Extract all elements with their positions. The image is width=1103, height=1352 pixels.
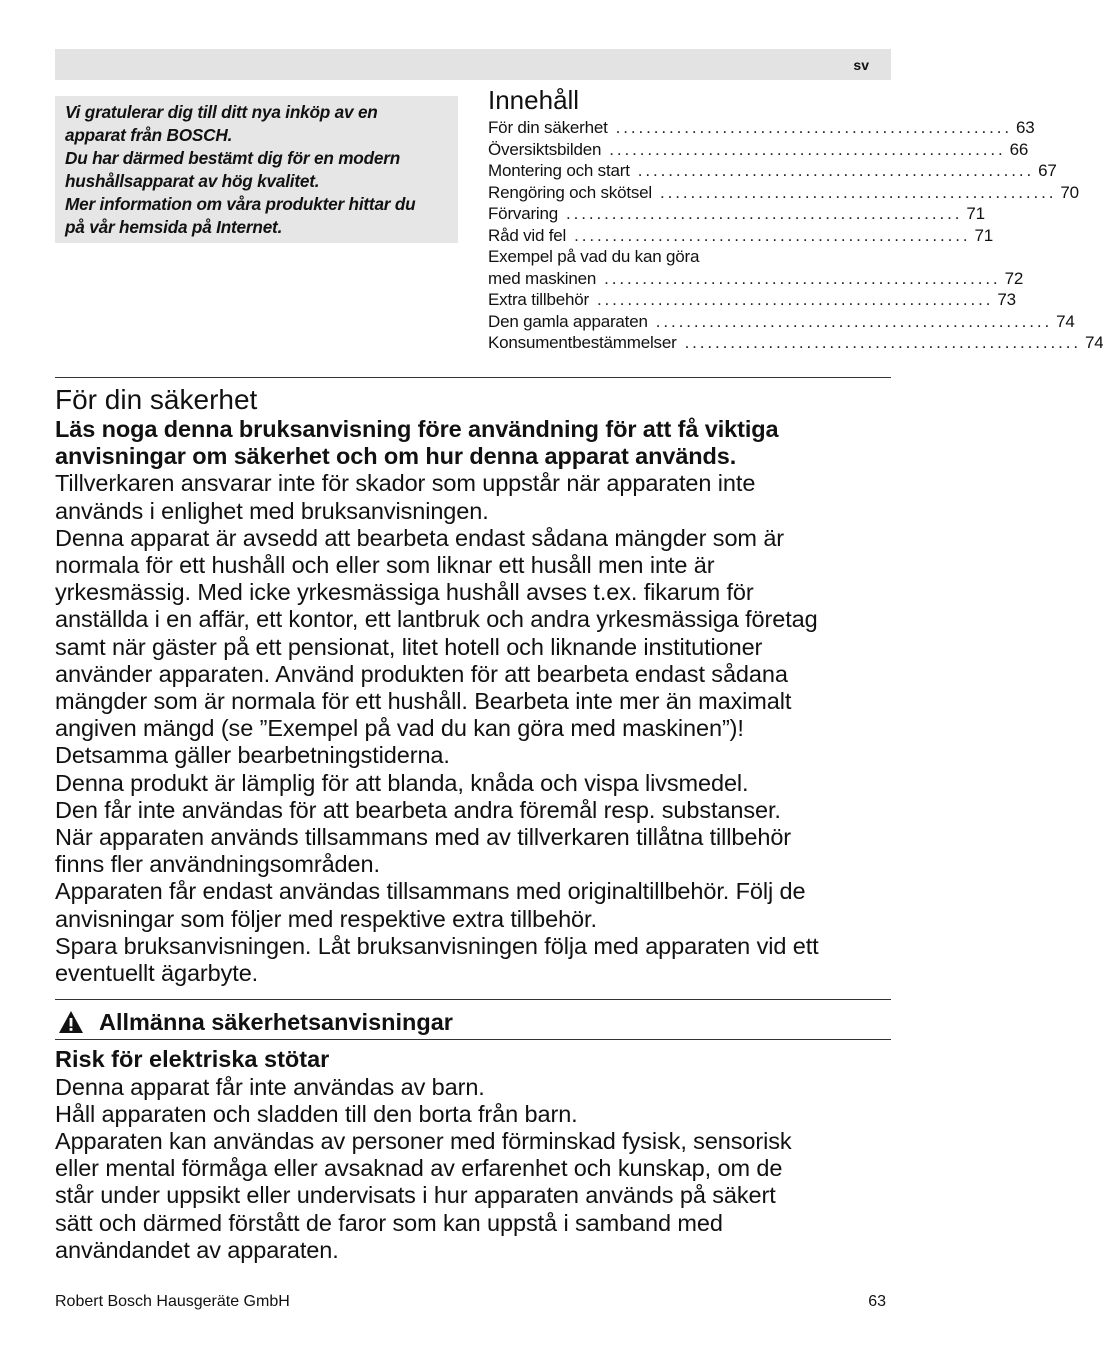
toc-item[interactable] bbox=[488, 160, 1057, 182]
toc-item-label: Rengöring och skötsel bbox=[488, 182, 653, 202]
body-line: Apparaten kan användas av personer med förminskad fysisk, sensorisk bbox=[55, 1127, 792, 1154]
intro-line: på vår hemsida på Internet. bbox=[65, 217, 283, 237]
body-line: Denna apparat är avsedd att bearbeta endast sådana mängder som är bbox=[55, 524, 785, 551]
toc-item-label[interactable]: Exempel på vad du kan göra bbox=[488, 247, 700, 266]
body-line: finns fler användningsområden. bbox=[55, 851, 380, 878]
toc-item[interactable] bbox=[488, 139, 1029, 161]
toc-item-page: 67 bbox=[1038, 161, 1057, 180]
toc-leader-dots: .................................................... bbox=[609, 139, 1006, 159]
body-line: Denna produkt är lämplig för att blanda, knåda och vispa livsmedel. bbox=[55, 769, 749, 796]
general-safety-heading bbox=[55, 1006, 891, 1038]
body-line: Apparaten får endast användas tillsammans med originaltillbehör. Följ de bbox=[55, 878, 806, 905]
body-line: Detsamma gäller bearbetningstiderna. bbox=[55, 742, 450, 769]
toc-leader-dots: .................................................... bbox=[574, 225, 971, 245]
toc-item-page: 63 bbox=[1016, 118, 1035, 137]
lead-line: anvisningar om säkerhet och om hur denna apparat används. bbox=[55, 443, 737, 470]
toc-item[interactable] bbox=[488, 225, 994, 247]
warning-triangle-icon bbox=[58, 1010, 84, 1034]
toc-item-label: med maskinen bbox=[488, 268, 597, 288]
toc-item-label: Råd vid fel bbox=[488, 225, 567, 245]
toc-item[interactable] bbox=[488, 311, 1075, 333]
body-line: Håll apparaten och sladden till den borta från barn. bbox=[55, 1100, 578, 1127]
toc-title: Innehåll bbox=[488, 85, 580, 115]
intro-line: Mer information om våra produkter hittar du bbox=[65, 194, 416, 214]
toc-item[interactable] bbox=[488, 117, 1035, 139]
toc-item-page: 70 bbox=[1060, 182, 1079, 202]
toc-item-page: 66 bbox=[1009, 139, 1029, 159]
section-divider bbox=[55, 1039, 891, 1040]
toc-item-label: Extra tillbehör bbox=[488, 290, 589, 309]
body-line: När apparaten används tillsammans med av tillverkaren tillåtna tillbehör bbox=[55, 824, 792, 851]
body-line: eller mental förmåga eller avsaknad av erfarenhet och kunskap, om de bbox=[55, 1155, 783, 1182]
body-line: användandet av apparaten. bbox=[55, 1236, 339, 1263]
toc-leader-dots: .................................................... bbox=[615, 118, 1013, 137]
language-code: sv bbox=[853, 57, 869, 73]
toc-item-page: 74 bbox=[1084, 333, 1103, 352]
toc-item-label: Montering och start bbox=[488, 161, 630, 180]
toc-item-label: Den gamla apparaten bbox=[488, 311, 648, 331]
toc-item-page: 71 bbox=[966, 204, 985, 223]
toc-leader-dots: .................................................... bbox=[596, 290, 994, 309]
toc-item-page: 73 bbox=[997, 290, 1016, 309]
intro-box bbox=[55, 96, 458, 243]
intro-line: hushållsapparat av hög kvalitet. bbox=[65, 171, 320, 191]
body-line: sätt och därmed förstått de faror som kan uppstå i samband med bbox=[55, 1209, 723, 1236]
toc-item-label: Översiktsbilden bbox=[488, 139, 602, 159]
body-line: samt när gäster på ett pensionat, litet hotell och liknande institutioner bbox=[55, 633, 763, 660]
body-line: Denna apparat får inte användas av barn. bbox=[55, 1073, 485, 1100]
body-line: används i enlighet med bruksanvisningen. bbox=[55, 497, 489, 524]
toc-item[interactable] bbox=[488, 289, 1016, 311]
toc-item-page: 74 bbox=[1056, 311, 1075, 331]
body-line: angiven mängd (se ”Exempel på vad du kan göra med maskinen”)! bbox=[55, 715, 744, 742]
toc-leader-dots: .................................................... bbox=[637, 161, 1035, 180]
toc-leader-dots: .................................................... bbox=[604, 268, 1001, 288]
body-line: står under uppsikt eller undervisats i hur apparaten används på säkert bbox=[55, 1182, 776, 1209]
footer-company: Robert Bosch Hausgeräte GmbH bbox=[55, 1293, 290, 1310]
intro-line: Du har därmed bestämt dig för en modern bbox=[65, 148, 401, 168]
toc-leader-dots: .................................................... bbox=[684, 333, 1081, 352]
toc-leader-dots: .................................................... bbox=[660, 182, 1057, 202]
toc-item-label: För din säkerhet bbox=[488, 118, 608, 137]
electric-shock-section bbox=[55, 1046, 895, 1264]
body-line: Den får inte användas för att bearbeta andra föremål resp. substanser. bbox=[55, 796, 781, 823]
toc-item-page: 72 bbox=[1004, 268, 1024, 288]
header-bar bbox=[55, 49, 891, 80]
section-divider bbox=[55, 999, 891, 1000]
body-line: anvisningar som följer med respektive extra tillbehör. bbox=[55, 905, 597, 932]
toc-item[interactable] bbox=[488, 203, 985, 225]
body-line: normala för ett hushåll och eller som liknar ett husåll men inte är bbox=[55, 552, 715, 579]
body-line: Tillverkaren ansvarar inte för skador som uppstår när apparaten inte bbox=[55, 470, 756, 497]
body-line: Spara bruksanvisningen. Låt bruksanvisningen följa med apparaten vid ett bbox=[55, 932, 819, 959]
toc-item-label: Konsumentbestämmelser bbox=[488, 333, 677, 352]
subsection-title: Risk för elektriska stötar bbox=[55, 1046, 330, 1072]
safety-section bbox=[55, 384, 895, 987]
lead-line: Läs noga denna bruksanvisning före användning för att få viktiga bbox=[55, 416, 779, 442]
toc-item[interactable] bbox=[488, 332, 1103, 354]
toc-leader-dots: .................................................... bbox=[655, 311, 1053, 331]
footer-page-number: 63 bbox=[868, 1293, 886, 1310]
toc-item-label: Förvaring bbox=[488, 204, 559, 223]
toc-item-page: 71 bbox=[974, 225, 994, 245]
section-divider bbox=[55, 377, 891, 378]
toc-item[interactable] bbox=[488, 268, 1024, 290]
body-line: mängder som är normala för ett hushåll. Bearbeta inte mer än maximalt bbox=[55, 688, 792, 715]
general-safety-title: Allmänna säkerhetsanvisningar bbox=[99, 1008, 453, 1035]
body-line: anställda i en affär, ett kontor, ett lantbruk och andra yrkesmässiga företag bbox=[55, 606, 818, 633]
body-line: använder apparaten. Använd produkten för att bearbeta endast sådana bbox=[55, 660, 788, 687]
body-line: eventuellt ägarbyte. bbox=[55, 960, 259, 987]
toc-item[interactable] bbox=[488, 182, 1079, 204]
intro-line: apparat från BOSCH. bbox=[65, 125, 233, 145]
section-title: För din säkerhet bbox=[55, 384, 258, 415]
table-of-contents bbox=[488, 84, 1103, 354]
intro-line: Vi gratulerar dig till ditt nya inköp av en bbox=[65, 102, 378, 122]
body-line: yrkesmässig. Med icke yrkesmässiga hushåll avses t.ex. fikarum för bbox=[55, 579, 754, 606]
toc-leader-dots: .................................................... bbox=[566, 204, 963, 223]
